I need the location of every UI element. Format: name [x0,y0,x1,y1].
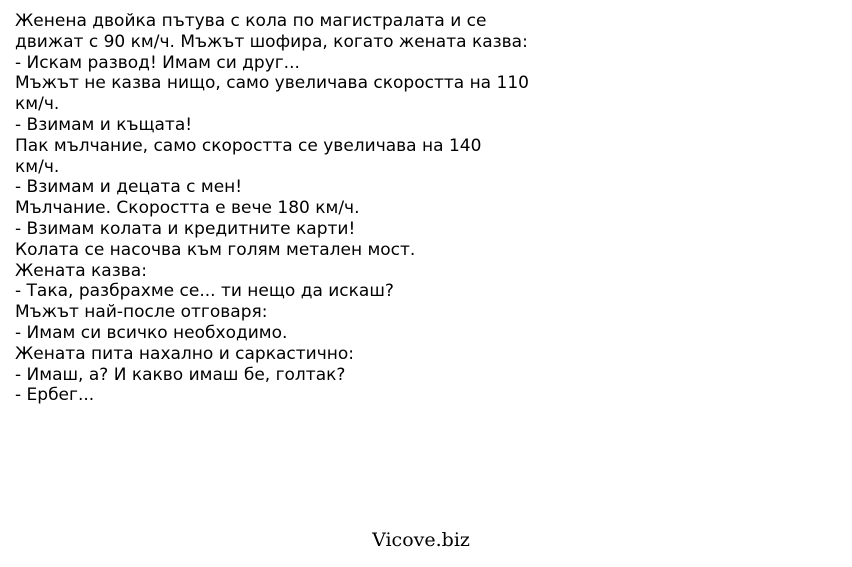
joke-line: Пак мълчание, само скоростта се увеличава на 140 [15,135,482,156]
joke-line: - Искам развод! Имам си друг... [15,52,300,73]
joke-line: - Така, разбрахме се... ти нещо да искаш? [15,281,394,302]
joke-line: Женена двойка пътува с кола по магистралата и се [15,11,487,31]
joke-line: Мъжът не казва нищо, само увеличава скоростта на 110 [15,73,529,94]
joke-line: - Имам си всичко необходимо. [15,322,288,343]
joke-line: км/ч. [15,94,60,115]
joke-line: Мълчание. Скоростта е вече 180 км/ч. [15,198,360,219]
joke-line: - Ербег... [15,385,95,406]
joke-line: Колата се насочва към голям метален мост. [15,239,416,260]
joke-line: Жената казва: [15,260,147,281]
joke-text [15,11,575,406]
joke-line: - Взимам и къщата! [15,114,193,135]
joke-line: движат с 90 км/ч. Мъжът шофира, когато жената казва: [15,31,528,52]
joke-line: - Взимам колата и кредитните карти! [15,218,356,239]
site-watermark: Vicove.biz [372,529,470,551]
joke-line: - Взимам и децата с мен! [15,177,243,198]
joke-line: - Имаш, а? И какво имаш бе, голтак? [15,364,346,385]
joke-line: Мъжът най-после отговаря: [15,302,268,323]
joke-line: Жената пита нахално и саркастично: [15,343,354,364]
joke-line: км/ч. [15,156,60,177]
